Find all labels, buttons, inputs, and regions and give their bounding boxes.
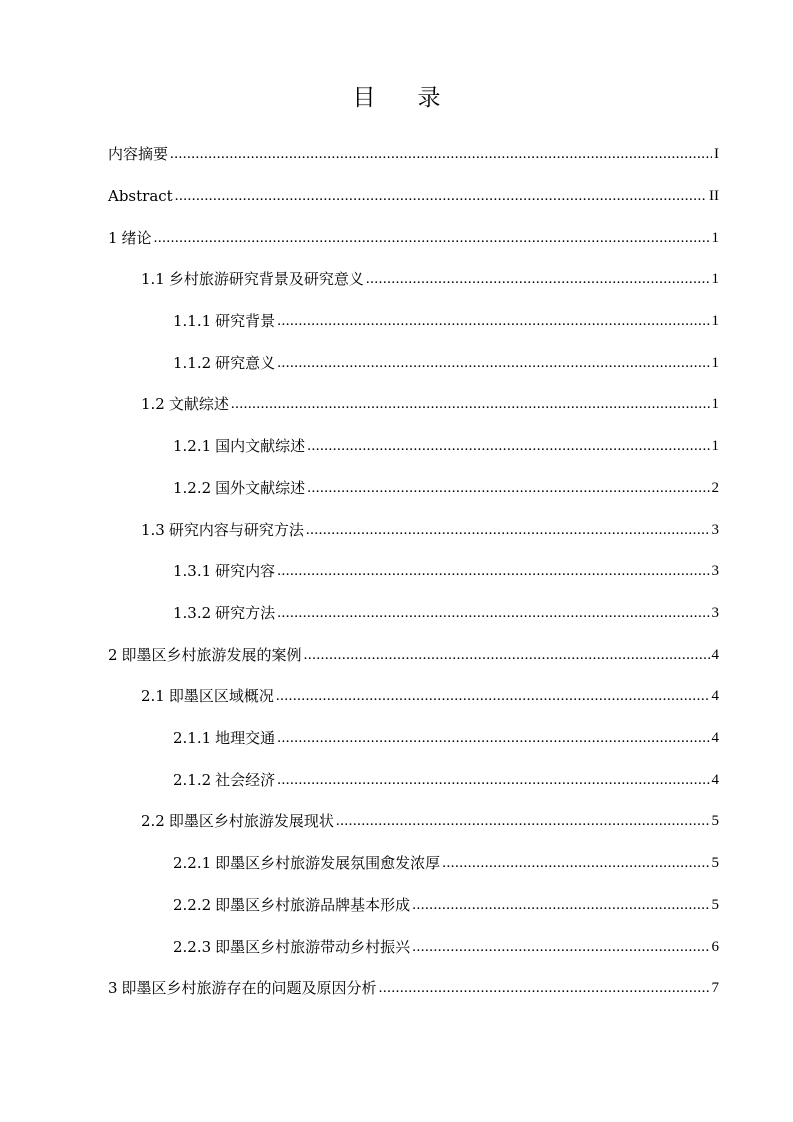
dot-leader [366,269,710,289]
toc-section-number: 1.1.1 [173,312,212,330]
toc-section-number: 2.2.3 [173,938,212,956]
toc-page-number: II [709,188,719,204]
toc-entry-1-1-2[interactable] [173,349,719,373]
toc-entry-label: 乡村旅游研究背景及研究意义 [168,270,364,288]
title-char-left: 目 [352,85,376,111]
toc-entry-abstract-cn[interactable] [108,140,719,164]
toc-entry-1-3-2[interactable] [173,599,719,623]
toc-entry-1-3-1[interactable] [173,557,719,581]
toc-page-number: 4 [711,647,719,663]
toc-page-number: 6 [711,939,719,955]
toc-section-number: 2.1.1 [173,729,212,747]
toc-section-number: 1.1.2 [173,354,212,372]
toc-page-number: 1 [711,271,719,287]
toc-entry-label: 研究内容 [215,562,276,580]
toc-section-number: 2.2 [141,812,165,830]
toc-section-number: 2.2.1 [173,854,212,872]
toc-page-number: 3 [711,605,719,621]
toc-page-number: 5 [711,813,719,829]
toc-entry-label: 即墨区乡村旅游发展的案例 [121,646,302,664]
toc-section-number: 2.1 [141,687,165,705]
toc-page-number: I [714,146,719,162]
dot-leader [277,770,709,790]
toc-entry-abstract-en[interactable] [108,182,719,206]
dot-leader [276,686,710,706]
toc-entry-label: 绪论 [121,229,152,247]
toc-entry-label: 即墨区乡村旅游带动乡村振兴 [215,938,411,956]
toc-section-number: 1.3.1 [173,562,212,580]
toc-page-number: 4 [711,730,719,746]
toc-page-number: 3 [711,563,719,579]
dot-leader [336,811,710,831]
dot-leader [277,561,709,581]
title-char-right: 录 [417,85,441,111]
toc-entry-2-2-1[interactable] [173,849,719,873]
toc-page-number: 1 [711,438,719,454]
toc-section-number: 2 [108,646,118,664]
toc-page-number: 4 [711,688,719,704]
page-title [0,84,793,112]
toc-section-number: 2.1.2 [173,771,212,789]
dot-leader [442,853,709,873]
dot-leader [277,728,709,748]
toc-section-number: 2.2.2 [173,896,212,914]
toc-entry-label: Abstract [108,187,173,205]
dot-leader [277,353,709,373]
toc-page-number: 2 [711,480,719,496]
dot-leader [304,645,710,665]
toc-entry-1-2-2[interactable] [173,474,719,498]
toc-page-number: 1 [711,230,719,246]
toc-section-number: 1.2.2 [173,479,212,497]
toc-page-number: 1 [711,355,719,371]
toc-entry-2-2[interactable] [141,807,719,831]
toc-entry-label: 即墨区乡村旅游发展现状 [168,812,334,830]
dot-leader [306,520,710,540]
dot-leader [379,978,710,998]
toc-entry-2-1-2[interactable] [173,766,719,790]
toc-section-number: 1.3.2 [173,604,212,622]
toc-page-number: 3 [711,522,719,538]
toc-page-number: 4 [711,772,719,788]
toc-entry-label: 国外文献综述 [215,479,306,497]
toc-entry-label: 研究内容与研究方法 [168,521,304,539]
toc-section-number: 1 [108,229,118,247]
toc-entry-2[interactable] [108,641,719,665]
dot-leader [231,394,710,414]
toc-entry-label: 国内文献综述 [215,437,306,455]
toc-entry-label: 内容摘要 [108,145,169,163]
toc-entry-label: 文献综述 [168,395,229,413]
toc-section-number: 3 [108,979,118,997]
dot-leader [170,144,712,164]
toc-entry-2-1-1[interactable] [173,724,719,748]
toc-entry-label: 即墨区乡村旅游存在的问题及原因分析 [121,979,377,997]
toc-entry-1-1[interactable] [141,265,719,289]
dot-leader [307,436,709,456]
toc-entry-label: 社会经济 [215,771,276,789]
toc-entry-label: 研究方法 [215,604,276,622]
toc-entry-2-1[interactable] [141,682,719,706]
toc-entry-label: 研究背景 [215,312,276,330]
toc-entry-label: 即墨区乡村旅游发展氛围愈发浓厚 [215,854,441,872]
toc-entry-1-2-1[interactable] [173,432,719,456]
toc-entry-label: 研究意义 [215,354,276,372]
toc-entry-1-3[interactable] [141,516,719,540]
toc-entry-label: 即墨区乡村旅游品牌基本形成 [215,896,411,914]
toc-section-number: 1.2.1 [173,437,212,455]
toc-entry-1-1-1[interactable] [173,307,719,331]
toc-section-number: 1.3 [141,521,165,539]
dot-leader [412,937,709,957]
dot-leader [154,228,710,248]
dot-leader [277,603,709,623]
toc-page-number: 5 [711,897,719,913]
toc-page-number: 1 [711,313,719,329]
dot-leader [175,186,707,206]
toc-page-number: 1 [711,396,719,412]
toc-entry-1-2[interactable] [141,390,719,414]
toc-entry-label: 地理交通 [215,729,276,747]
toc-entry-2-2-2[interactable] [173,891,719,915]
dot-leader [277,311,709,331]
toc-entry-2-2-3[interactable] [173,933,719,957]
toc-section-number: 1.1 [141,270,165,288]
toc-entry-1[interactable] [108,224,719,248]
toc-page-number: 7 [711,980,719,996]
dot-leader [307,478,709,498]
toc-section-number: 1.2 [141,395,165,413]
toc-entry-label: 即墨区区域概况 [168,687,274,705]
toc-entry-3[interactable] [108,974,719,998]
toc-page-number: 5 [711,855,719,871]
dot-leader [412,895,709,915]
